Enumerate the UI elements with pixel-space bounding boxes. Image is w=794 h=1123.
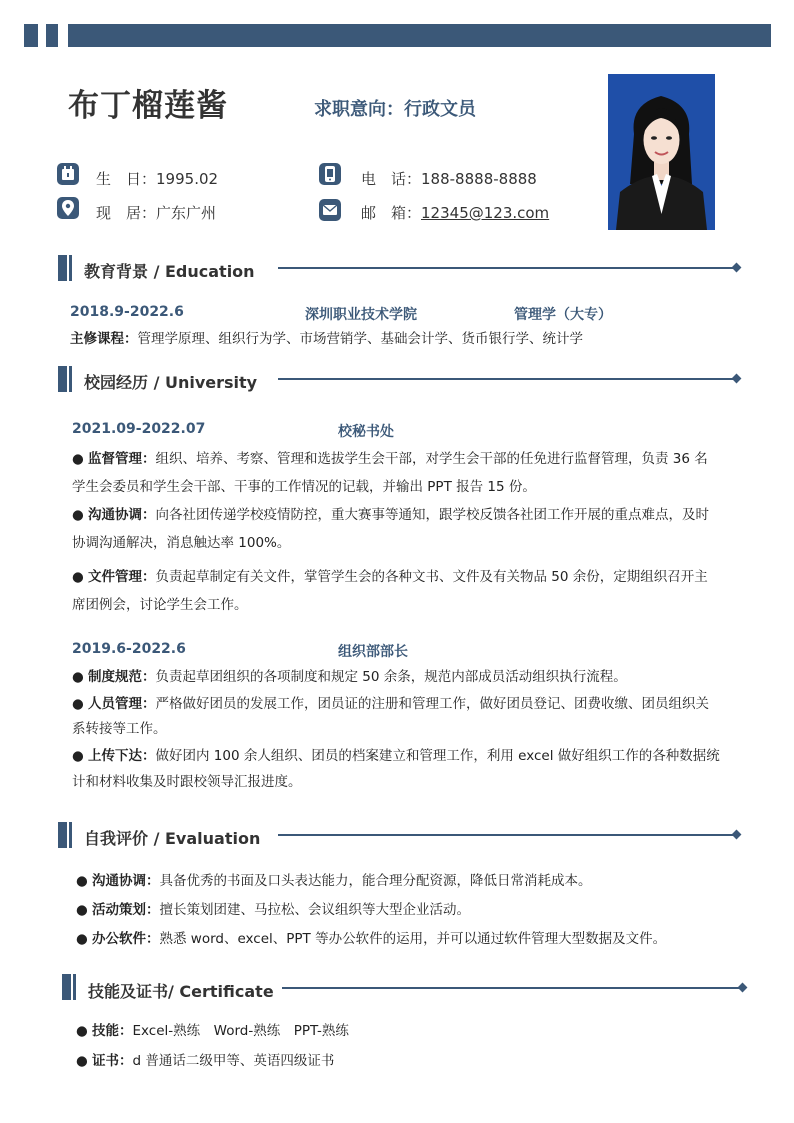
bullet-icon: ● [72,451,84,467]
education-school: 深圳职业技术学院 [305,307,417,323]
campus-exp1-list [72,446,742,626]
mail-icon [318,198,342,222]
phone-icon [318,162,342,186]
section-marker-thin [69,366,72,392]
list-item: ● 活动策划：擅长策划团建、马拉松、会议组织等大型企业活动。 [76,897,746,926]
education-date: 2018.9-2022.6 [70,304,184,320]
header-main-bar [68,24,771,47]
section-title-certificate: 技能及证书/ Certificate [88,982,274,1001]
section-divider-diamond [732,830,742,840]
home-value: 广东广州 [156,204,217,222]
bullet-icon: ● [72,696,84,712]
courses-text: 管理学原理、组织行为学、市场营销学、基础会计学、货币银行学、统计学 [137,331,583,347]
calendar-icon [56,162,80,186]
list-item: ● 上传下达：做好团内 100 余人组织、团员的档案建立和管理工作，利用 excel 做好组织工作的各种数据统 计和材料收集及时跟校领导汇报进度。 [72,743,742,795]
bullet-icon: ● [72,507,84,523]
list-item: ● 文件管理：负责起草制定有关文件，掌管学生会的各种文书、文件及有关物品 50 余份，定期组织召开主 席团例会，讨论学生会工作。 [72,564,742,626]
birth-field [96,168,218,189]
list-item: ● 沟通协调：向各社团传递学校疫情防控，重大赛事等通知，跟学校反馈各社团工作开展的重点难点，及时 协调沟通解决，消息触达率 100%。 [72,502,742,564]
section-divider [278,378,734,380]
section-title-evaluation: 自我评价 / Evaluation [84,829,261,848]
bullet-icon: ● [76,902,88,918]
campus-exp2-list [72,664,742,795]
email-field [361,202,549,223]
section-marker-thin [69,822,72,848]
list-item: ● 沟通协调：具备优秀的书面及口头表达能力，能合理分配资源，降低日常消耗成本。 [76,868,746,897]
email-label: 邮 箱： [361,204,422,222]
list-item: ● 办公软件：熟悉 word、excel、PPT 等办公软件的运用，并可以通过软件管理大型数据及文件。 [76,926,746,955]
education-major: 管理学（大专） [514,307,612,323]
phone-label: 电 话： [361,170,422,188]
section-divider-diamond [738,983,748,993]
section-marker [58,366,67,392]
education-courses [70,326,583,352]
section-title-university: 校园经历 / University [84,373,258,392]
list-item: ● 证书：d 普通话二级甲等、英语四级证书 [76,1048,746,1078]
section-title-education: 教育背景 / Education [84,262,255,281]
home-label: 现 居： [96,204,157,222]
campus-exp1-date: 2021.09-2022.07 [72,421,206,437]
section-marker-thin [69,255,72,281]
campus-exp2-role: 组织部部长 [338,644,408,660]
list-item: ● 监督管理：组织、培养、考察、管理和选拔学生会干部，对学生会干部的任免进行监督管理，负责 36 名 学生会委员和学生会干部、干事的工作情况的记载，并输出 PPT 报告 15 份。 [72,446,742,502]
list-item: ● 制度规范：负责起草团组织的各项制度和规定 50 余条，规范内部成员活动组织执行流程。 [72,664,742,691]
section-marker [58,822,67,848]
birth-label: 生 日： [96,170,157,188]
bullet-icon: ● [72,748,84,764]
candidate-name: 布丁榴莲酱 [68,88,228,124]
section-divider [278,267,734,269]
section-divider-diamond [732,374,742,384]
home-field [96,202,216,223]
section-divider-diamond [732,263,742,273]
section-marker-thin [73,974,76,1000]
campus-exp1-role: 校秘书处 [338,424,394,440]
section-divider [278,834,734,836]
location-icon [56,196,80,220]
section-marker [62,974,71,1000]
header-accent-bar-2 [46,24,58,47]
bullet-icon: ● [76,931,88,947]
phone-value: 188-8888-8888 [421,170,537,188]
birth-value: 1995.02 [156,170,219,188]
bullet-icon: ● [76,1053,88,1069]
section-marker [58,255,67,281]
job-intent: 求职意向：行政文员 [314,99,476,120]
skills-list [76,1018,746,1078]
list-item: ● 技能：Excel-熟练 Word-熟练 PPT-熟练 [76,1018,746,1048]
section-divider [282,987,740,989]
bullet-icon: ● [72,669,84,685]
courses-label: 主修课程： [70,331,138,347]
list-item: ● 人员管理：严格做好团员的发展工作，团员证的注册和管理工作，做好团员登记、团费收缴、团员组织关 系转接等工作。 [72,691,742,743]
profile-photo [608,74,715,230]
header-accent-bar-1 [24,24,38,47]
bullet-icon: ● [72,569,84,585]
phone-field [361,168,537,189]
bullet-icon: ● [76,873,88,889]
campus-exp2-date: 2019.6-2022.6 [72,641,186,657]
bullet-icon: ● [76,1023,88,1039]
email-link[interactable]: 12345@123.com [421,204,550,222]
evaluation-list [76,868,746,955]
